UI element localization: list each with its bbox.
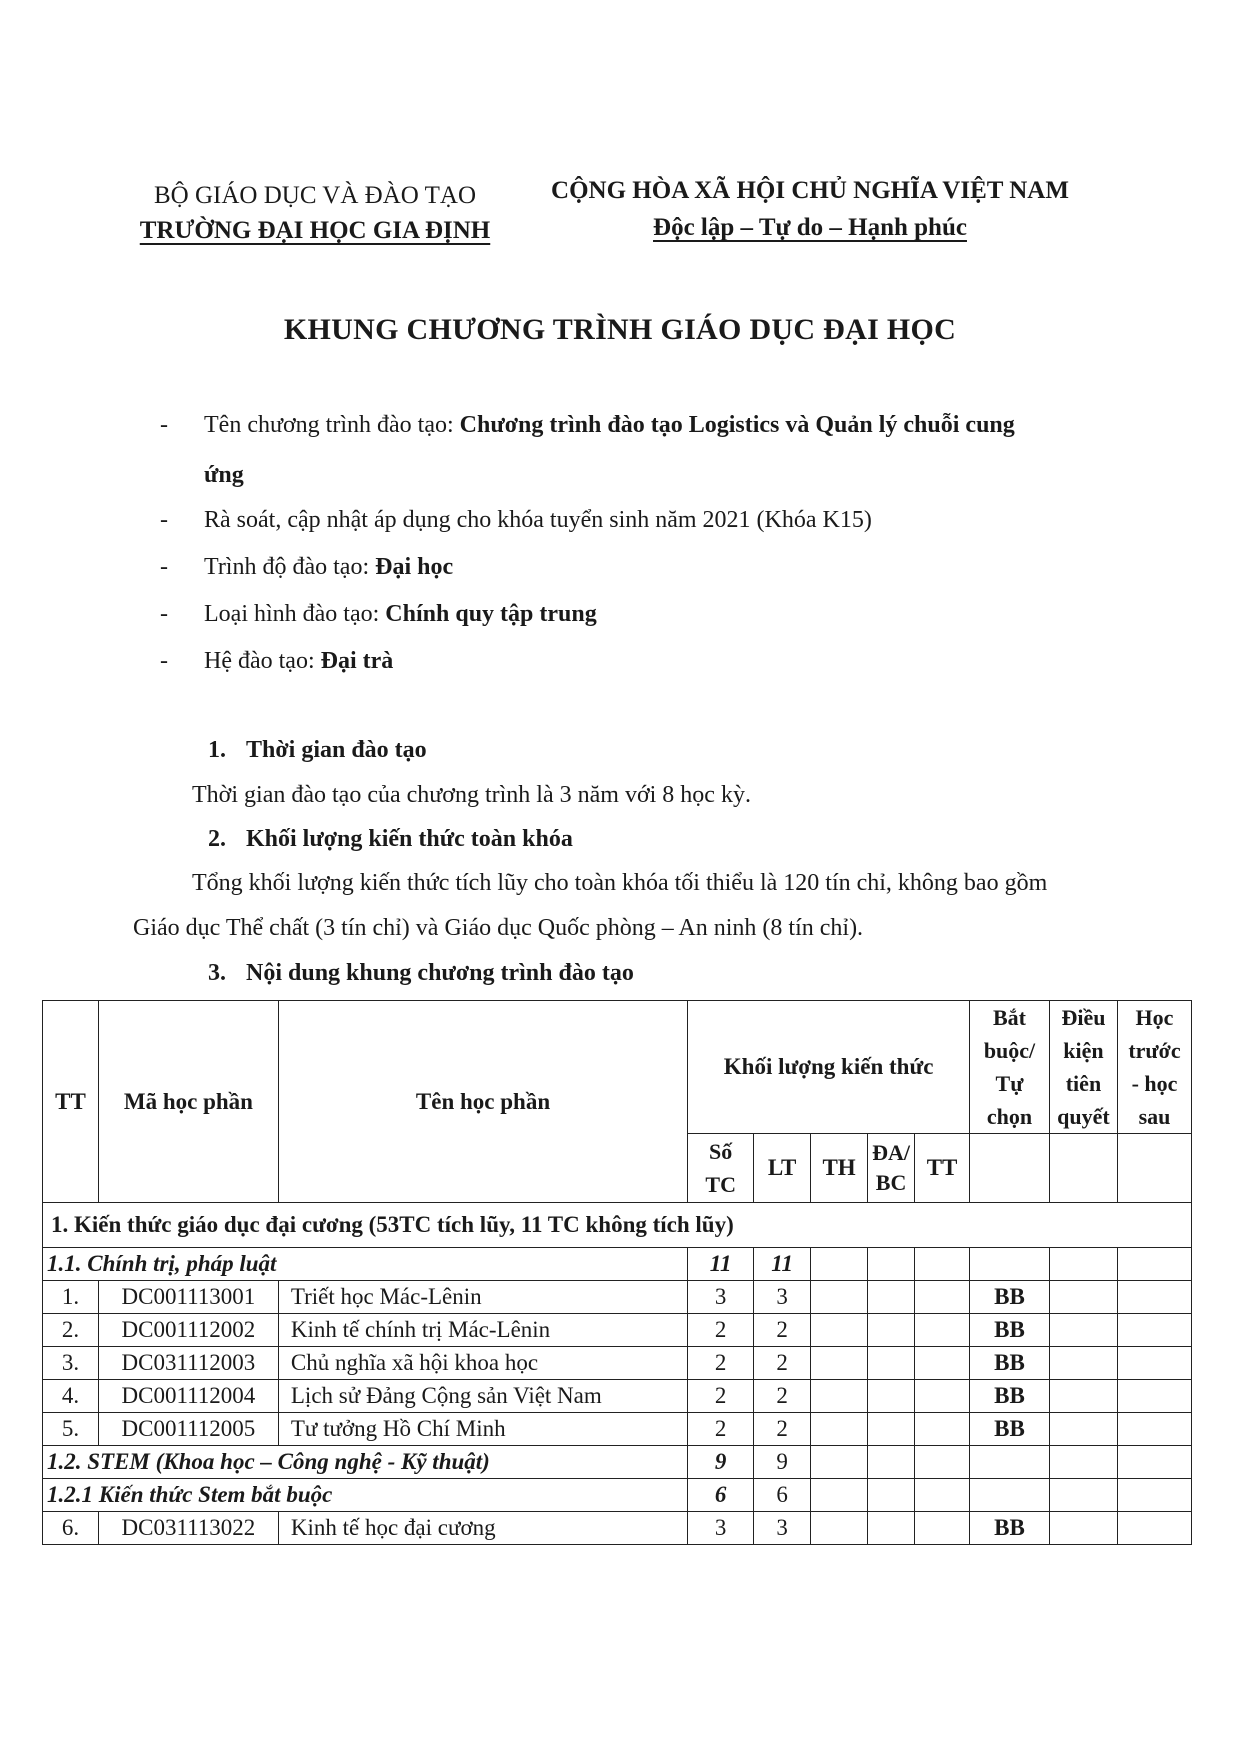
group-tc: 6: [688, 1479, 754, 1512]
row-name: Lịch sử Đảng Cộng sản Việt Nam: [278, 1380, 687, 1413]
row-tc: 2: [688, 1413, 754, 1446]
section-title: Khối lượng kiến thức toàn khóa: [246, 826, 573, 852]
group-tc: 9: [688, 1446, 754, 1479]
bullet-dash: -: [160, 648, 168, 674]
row-name: Kinh tế học đại cương: [278, 1512, 687, 1545]
bullet-label: Loại hình đào tạo:: [204, 601, 386, 627]
row-tc: 3: [688, 1281, 754, 1314]
row-code: DC031112003: [98, 1347, 278, 1380]
row-code: DC001112002: [98, 1314, 278, 1347]
row-tc: 2: [688, 1314, 754, 1347]
header-required-l4: chọn: [986, 1104, 1033, 1129]
national-header: [530, 172, 1090, 246]
row-lt: 2: [754, 1347, 811, 1380]
row-name: Triết học Mác-Lênin: [278, 1281, 687, 1314]
bullet-text: [204, 410, 1015, 440]
header-required: [970, 1001, 1050, 1134]
section-title: Thời gian đào tạo: [246, 737, 427, 763]
header-course-name: Tên học phần: [278, 1001, 687, 1203]
section-2-text-cont: Giáo dục Thể chất (3 tín chỉ) và Giáo dục Quốc phòng – An ninh (8 tín chỉ).: [133, 915, 864, 941]
table-header-row: [43, 1001, 1192, 1134]
row-name: Chủ nghĩa xã hội khoa học: [278, 1347, 687, 1380]
row-name: Tư tưởng Hồ Chí Minh: [278, 1413, 687, 1446]
bullet-text: [204, 552, 453, 582]
group-lt: 6: [754, 1479, 811, 1512]
header-prereq-l4: quyết: [1057, 1104, 1110, 1129]
header-course-code: Mã học phần: [98, 1001, 278, 1203]
university-name-text: TRƯỜNG ĐẠI HỌC GIA ĐỊNH: [139, 217, 491, 244]
table-row: [43, 1314, 1192, 1347]
group-lt: 11: [754, 1248, 811, 1281]
row-tc: 2: [688, 1347, 754, 1380]
header-order-l1: Học: [1135, 1005, 1174, 1030]
section-title: Nội dung khung chương trình đào tạo: [246, 960, 634, 986]
row-required: BB: [970, 1512, 1050, 1545]
ministry-name: BỘ GIÁO DỤC VÀ ĐÀO TẠO: [154, 182, 476, 209]
row-tt: 3.: [43, 1347, 99, 1380]
header-required-l1: Bắt: [992, 1005, 1026, 1030]
group-tc: 11: [688, 1248, 754, 1281]
table-row: [43, 1413, 1192, 1446]
motto-text: Độc lập – Tự do – Hạnh phúc: [653, 214, 967, 241]
section-number: 3.: [208, 960, 226, 986]
header-so-tc: [688, 1134, 754, 1203]
header-da-bc: [868, 1134, 915, 1203]
row-required: BB: [970, 1413, 1050, 1446]
header-so-tc-l1: Số: [709, 1139, 733, 1164]
row-tt: 6.: [43, 1512, 99, 1545]
header-order-l2: trước: [1128, 1038, 1181, 1063]
group-row: [43, 1479, 1192, 1512]
header-required-l2: buộc/: [983, 1038, 1036, 1063]
section-number: 2.: [208, 826, 226, 852]
section-row: [43, 1203, 1192, 1248]
table-row: [43, 1281, 1192, 1314]
section-1-text: Thời gian đào tạo của chương trình là 3 năm với 8 học kỳ.: [192, 782, 751, 808]
table-row: [43, 1380, 1192, 1413]
empty-cell: [970, 1134, 1050, 1203]
table-row: [43, 1512, 1192, 1545]
section-1-label: 1. Kiến thức giáo dục đại cương (53TC tích lũy, 11 TC không tích lũy): [43, 1203, 1192, 1248]
document-title: KHUNG CHƯƠNG TRÌNH GIÁO DỤC ĐẠI HỌC: [283, 313, 957, 346]
section-2-text: Tổng khối lượng kiến thức tích lũy cho toàn khóa tối thiểu là 120 tín chỉ, không bao gồm: [192, 870, 1048, 896]
header-tt2: TT: [915, 1134, 970, 1203]
header-th: TH: [811, 1134, 868, 1203]
bullet-label: Rà soát, cập nhật áp dụng cho khóa tuyển sinh năm 2021 (Khóa K15): [204, 507, 872, 533]
bullet-dash: -: [160, 601, 168, 627]
empty-cell: [1117, 1134, 1191, 1203]
bullet-value: Đại trà: [320, 648, 394, 674]
bullet-value: Đại học: [375, 554, 454, 580]
header-da-l2: BC: [875, 1170, 907, 1195]
row-name: Kinh tế chính trị Mác-Lênin: [278, 1314, 687, 1347]
university-name: [120, 213, 510, 248]
group-lt: 9: [754, 1446, 811, 1479]
motto: [530, 209, 1090, 246]
group-row: [43, 1446, 1192, 1479]
row-lt: 2: [754, 1380, 811, 1413]
header-order-l4: sau: [1138, 1104, 1171, 1129]
row-lt: 2: [754, 1413, 811, 1446]
header-prereq-l2: kiện: [1063, 1038, 1104, 1063]
row-lt: 3: [754, 1281, 811, 1314]
header-prereq-l1: Điều: [1061, 1005, 1106, 1030]
header-volume: Khối lượng kiến thức: [688, 1001, 970, 1134]
header-so-tc-l2: TC: [705, 1172, 736, 1197]
header-prerequisite: [1049, 1001, 1117, 1134]
group-row: [43, 1248, 1192, 1281]
row-required: BB: [970, 1281, 1050, 1314]
row-tt: 2.: [43, 1314, 99, 1347]
header-tt: TT: [43, 1001, 99, 1203]
table-row: [43, 1347, 1192, 1380]
bullet-label: Tên chương trình đào tạo:: [204, 412, 460, 438]
row-required: BB: [970, 1347, 1050, 1380]
bullet-label: Trình độ đào tạo:: [204, 554, 376, 580]
bullet-value: Chương trình đào tạo Logistics và Quản lý chuỗi cung: [459, 412, 1015, 438]
row-lt: 2: [754, 1314, 811, 1347]
bullet-value: Chính quy tập trung: [385, 601, 597, 627]
row-tc: 3: [688, 1512, 754, 1545]
header-prereq-l3: tiên: [1065, 1071, 1102, 1096]
section-number: 1.: [208, 737, 226, 763]
row-tt: 4.: [43, 1380, 99, 1413]
row-tt: 5.: [43, 1413, 99, 1446]
empty-cell: [1049, 1134, 1117, 1203]
header-required-l3: Tự: [995, 1071, 1024, 1096]
group-label: 1.2.1 Kiến thức Stem bắt buộc: [43, 1479, 688, 1512]
bullet-label: Hệ đào tạo:: [204, 648, 321, 674]
row-tt: 1.: [43, 1281, 99, 1314]
bullet-text: [204, 646, 393, 676]
header-order: [1117, 1001, 1191, 1134]
bullet-dash: -: [160, 412, 168, 438]
row-tc: 2: [688, 1380, 754, 1413]
bullet-dash: -: [160, 554, 168, 580]
bullet-value-cont: ứng: [204, 462, 244, 488]
row-code: DC001112005: [98, 1413, 278, 1446]
country-name: CỘNG HÒA XÃ HỘI CHỦ NGHĨA VIỆT NAM: [551, 177, 1069, 204]
curriculum-table: [42, 1000, 1192, 1545]
row-code: DC001112004: [98, 1380, 278, 1413]
group-label: 1.1. Chính trị, pháp luật: [43, 1248, 688, 1281]
row-lt: 3: [754, 1512, 811, 1545]
bullet-dash: -: [160, 507, 168, 533]
row-required: BB: [970, 1380, 1050, 1413]
header-da-l1: ĐA/: [872, 1140, 910, 1165]
row-required: BB: [970, 1314, 1050, 1347]
group-label: 1.2. STEM (Khoa học – Công nghệ - Kỹ thuật): [43, 1446, 688, 1479]
row-code: DC031113022: [98, 1512, 278, 1545]
ministry-header: [120, 178, 510, 248]
header-lt: LT: [754, 1134, 811, 1203]
header-order-l3: - học: [1131, 1071, 1178, 1096]
bullet-text: [204, 599, 597, 629]
row-code: DC001113001: [98, 1281, 278, 1314]
